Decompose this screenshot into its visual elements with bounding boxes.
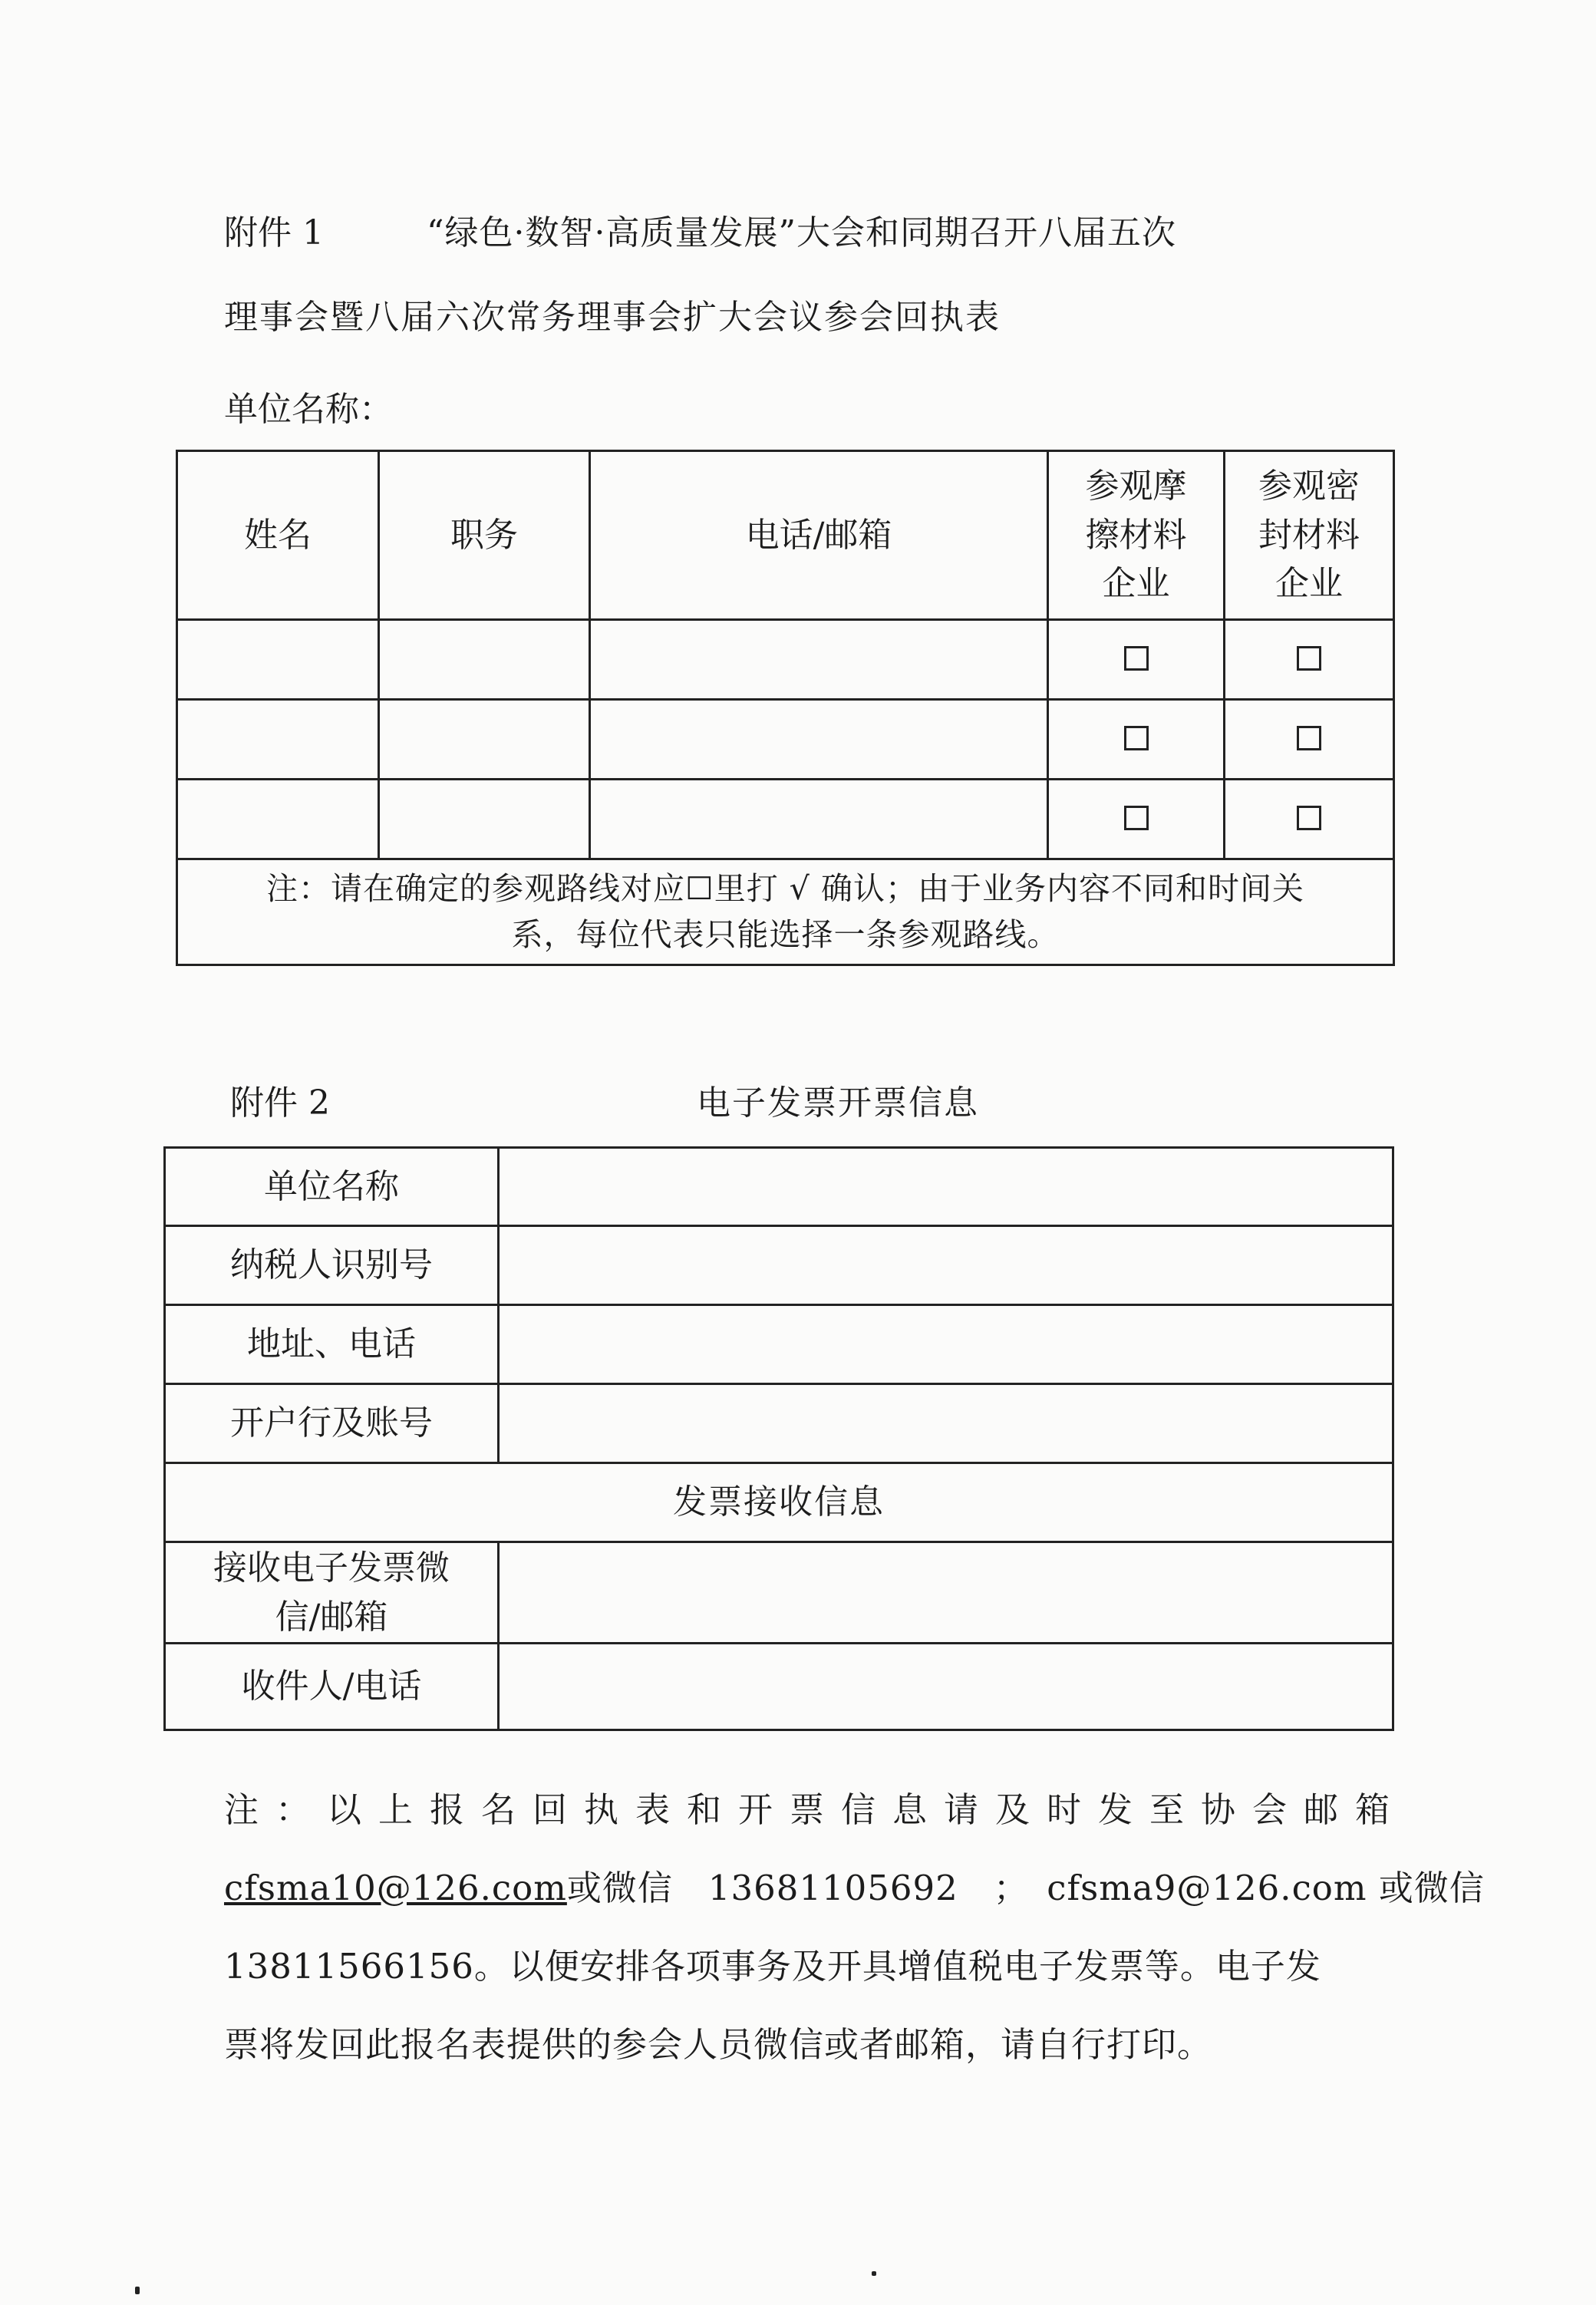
friction-checkbox-cell[interactable] bbox=[1048, 620, 1225, 700]
attendee-table-note-line1: 注：请在确定的参观路线对应☐里打 √ 确认；由于业务内容不同和时间关 bbox=[266, 870, 1304, 908]
receive-wechat-email-line1: 接收电子发票微 bbox=[213, 1548, 450, 1588]
unit-name-label: 单位名称： bbox=[224, 390, 393, 429]
row-label-taxpayer-id: 纳税人识别号 bbox=[165, 1226, 499, 1305]
header-visit-friction-line1: 参观摩 bbox=[1085, 466, 1187, 506]
table-row bbox=[177, 700, 1394, 780]
sealing-checkbox-cell[interactable] bbox=[1225, 620, 1394, 700]
row-label-address-phone: 地址、电话 bbox=[165, 1305, 499, 1384]
name-cell[interactable] bbox=[177, 780, 379, 859]
table-row bbox=[165, 1542, 1393, 1644]
footer-note-line3: 13811566156。以便安排各项事务及开具增值税电子发票等。电子发 bbox=[224, 1946, 1321, 1987]
table-row bbox=[165, 1226, 1393, 1305]
checkbox[interactable] bbox=[1297, 726, 1321, 750]
friction-checkbox-cell[interactable] bbox=[1048, 780, 1225, 859]
footer-note-line4: 票将发回此报名表提供的参会人员微信或者邮箱，请自行打印。 bbox=[224, 2024, 1213, 2065]
header-visit-sealing-line2: 封材料 bbox=[1258, 515, 1360, 555]
recipient-phone-value[interactable] bbox=[499, 1644, 1393, 1730]
attendee-table-note bbox=[177, 859, 1394, 965]
footer-note-line2-rest: 或微信 13681105692 ； cfsma9@126.com 或微信 bbox=[566, 1868, 1485, 1908]
position-cell[interactable] bbox=[379, 780, 590, 859]
checkbox[interactable] bbox=[1124, 726, 1149, 750]
invoice-receive-section-header: 发票接收信息 bbox=[165, 1463, 1393, 1542]
header-name: 姓名 bbox=[177, 451, 379, 620]
checkbox[interactable] bbox=[1297, 646, 1321, 671]
attachment1-title-line1: “绿色·数智·高质量发展”大会和同期召开八届五次 bbox=[427, 213, 1176, 252]
row-label-recipient-phone: 收件人/电话 bbox=[165, 1644, 499, 1730]
checkbox[interactable] bbox=[1124, 806, 1149, 830]
receive-wechat-email-value[interactable] bbox=[499, 1542, 1393, 1644]
name-cell[interactable] bbox=[177, 700, 379, 780]
footer-note-line2 bbox=[224, 1860, 1485, 1910]
scan-speck bbox=[135, 2287, 140, 2294]
table-row bbox=[177, 620, 1394, 700]
attachment2-title: 电子发票开票信息 bbox=[697, 1083, 979, 1123]
friction-checkbox-cell[interactable] bbox=[1048, 700, 1225, 780]
attendee-table-header bbox=[177, 451, 1394, 620]
name-cell[interactable] bbox=[177, 620, 379, 700]
header-position: 职务 bbox=[379, 451, 590, 620]
row-label-unit-name: 单位名称 bbox=[165, 1148, 499, 1226]
table-row bbox=[177, 780, 1394, 859]
phone-email-cell[interactable] bbox=[590, 780, 1048, 859]
table-row bbox=[165, 1384, 1393, 1463]
position-cell[interactable] bbox=[379, 700, 590, 780]
attendee-table bbox=[176, 450, 1395, 966]
attachment1-title-line2: 理事会暨八届六次常务理事会扩大会议参会回执表 bbox=[224, 298, 1001, 337]
receive-wechat-email-line2: 信/邮箱 bbox=[275, 1597, 388, 1637]
table-row bbox=[165, 1463, 1393, 1542]
invoice-info-table bbox=[163, 1146, 1394, 1731]
row-label-receive-wechat-email bbox=[165, 1542, 499, 1644]
checkbox[interactable] bbox=[1124, 646, 1149, 671]
taxpayer-id-value[interactable] bbox=[499, 1226, 1393, 1305]
table-row bbox=[165, 1148, 1393, 1226]
phone-email-cell[interactable] bbox=[590, 620, 1048, 700]
attendee-table-note-line2: 系，每位代表只能选择一条参观路线。 bbox=[511, 915, 1060, 953]
footer-note-line1: 注：以上报名回执表和开票信息请及时发至协会邮箱 bbox=[224, 1789, 1407, 1830]
address-phone-value[interactable] bbox=[499, 1305, 1393, 1384]
phone-email-cell[interactable] bbox=[590, 700, 1048, 780]
sealing-checkbox-cell[interactable] bbox=[1225, 780, 1394, 859]
header-visit-friction bbox=[1048, 451, 1225, 620]
header-phone-email: 电话/邮箱 bbox=[590, 451, 1048, 620]
table-row bbox=[165, 1644, 1393, 1730]
header-visit-sealing-line3: 企业 bbox=[1275, 564, 1343, 604]
attendee-table-note-row bbox=[177, 859, 1394, 965]
attachment2-label: 附件 2 bbox=[230, 1083, 330, 1123]
checkbox[interactable] bbox=[1297, 806, 1321, 830]
email-link-1[interactable]: cfsma10@126.com bbox=[224, 1868, 567, 1908]
table-row bbox=[165, 1305, 1393, 1384]
attachment1-label: 附件 1 bbox=[224, 213, 324, 252]
bank-account-value[interactable] bbox=[499, 1384, 1393, 1463]
scan-speck bbox=[872, 2271, 876, 2276]
header-visit-friction-line3: 企业 bbox=[1102, 564, 1170, 604]
row-label-bank-account: 开户行及账号 bbox=[165, 1384, 499, 1463]
header-visit-sealing bbox=[1225, 451, 1394, 620]
header-visit-friction-line2: 擦材料 bbox=[1085, 515, 1187, 555]
sealing-checkbox-cell[interactable] bbox=[1225, 700, 1394, 780]
position-cell[interactable] bbox=[379, 620, 590, 700]
header-visit-sealing-line1: 参观密 bbox=[1258, 466, 1360, 506]
unit-name-value[interactable] bbox=[499, 1148, 1393, 1226]
